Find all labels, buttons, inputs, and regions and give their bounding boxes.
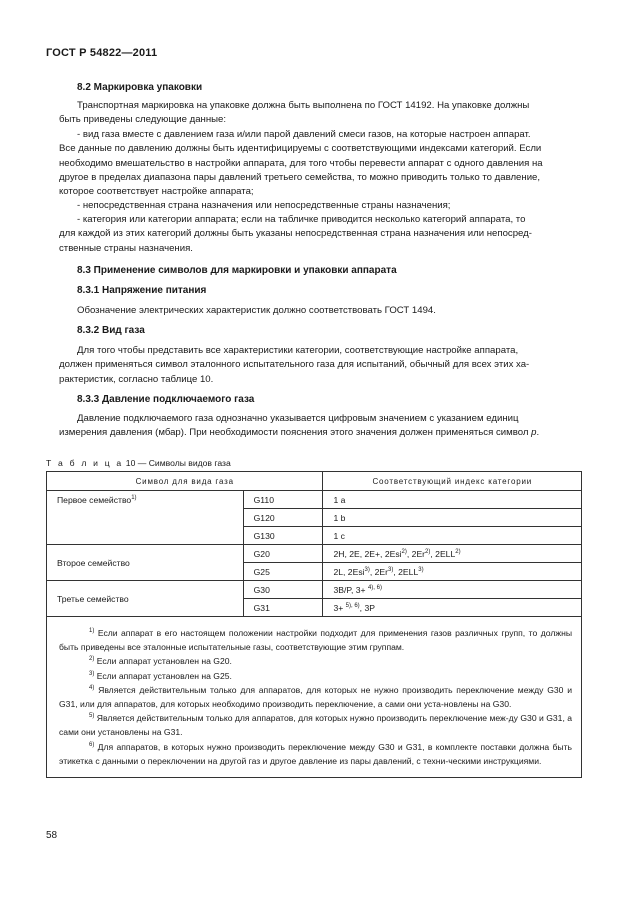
footnote-line: должна быть этикетка с данными о переключении на другой газ и другое давление из пары давлений, с техни- [59,741,573,766]
footnote-mark: 4) [89,684,95,691]
table-row [47,491,582,509]
index-cell [323,581,582,599]
index-text: 2L, 2Esi [333,566,365,577]
footnote-6 [59,740,572,768]
footnote-line: ду G30 и G31, а сами они установлены на G31. [59,713,573,738]
footnote-mark: 3) [89,670,95,677]
table-notes-row [47,617,582,778]
footnote-line: Если аппарат установлен на G25. [96,670,232,681]
footnote-line: Если аппарат установлен на G20. [96,656,232,667]
footnote-ref: 2) [401,548,407,555]
index-text: 3+ [333,602,346,613]
gas-cell: G120 [243,509,323,527]
text-line [59,426,582,440]
text-line: должен применяться символ эталонного испытательного газа для испытаний, обычный для всех этих ха- [59,359,530,371]
gas-cell: G31 [243,599,323,617]
text-line: быть приведены следующие данные: [59,114,227,126]
section-8-2-heading: 8.2 Маркировка упаковки [77,82,203,93]
family-cell-first [47,491,244,545]
text-line: Для того чтобы представить все характеристики категории, соответствующие настройке аппарата, [77,345,519,356]
column-header-gas-symbol: Символ для вида газа [47,472,323,491]
footnote-line: ческими инструкциями. [448,755,542,766]
footnote-ref: 5), 6) [345,602,360,609]
text-line: - непосредственная страна назначения или непосредственные страны назначения; [77,200,451,211]
index-cell: 1 c [323,527,582,545]
footnote-mark: 2) [89,656,95,663]
section-8-3-heading: 8.3 Применение символов для маркировки и упаковки аппарата [77,265,397,276]
index-text: , 2Er [369,566,389,577]
footnote-line: Является действительным только для аппаратов, для которых не нужно производить переключение [98,684,515,695]
table-footnotes [47,617,582,778]
section-8-3-2-text [59,344,582,387]
footnote-ref: 3) [418,566,424,573]
footnote-line: Для аппаратов, в которых нужно производить переключение между G30 и G31, в комплекте поставки [97,741,516,752]
text-line: рактеристик, согласно таблице 10. [59,373,214,385]
section-8-2-item1 [59,128,582,199]
section-8-3-1-text [59,304,582,318]
footnote-1 [59,626,572,654]
footnote-line: групп, то должны быть приведены все эталонные испытательные газы, соответствующие этим группам. [59,628,573,653]
footnote-ref: 4), 6) [367,584,382,591]
footnote-4 [59,683,572,711]
table-header-row [47,472,582,491]
index-text: 3B/P, 3+ [333,584,368,595]
section-8-2-item2 [59,199,582,213]
table-caption-label: Т а б л и ц а [46,458,124,468]
gas-cell: G30 [243,581,323,599]
footnote-line: между G30 и G31, или для аппаратов, для которых необходимо производить переключение, а сами они уста- [59,684,572,710]
standard-header: ГОСТ Р 54822—2011 [46,47,158,59]
footnote-line: Является действительным только для аппаратов, для которых нужно производить переключение меж- [96,713,509,724]
index-cell: 1 a [323,491,582,509]
index-text: 2H, 2E, 2E+, 2Esi [333,548,402,559]
footnote-mark: 1) [89,628,95,635]
footnote-mark: 6) [89,741,95,748]
index-cell: 1 b [323,509,582,527]
text-line: Обозначение электрических характеристик должно соответствовать ГОСТ 1494. [77,305,436,316]
table-caption [46,458,231,468]
footnote-line: новлены на G30. [443,699,512,710]
page-number: 58 [46,830,58,841]
text-line: для каждой из этих категорий должны быть указаны непосредственная страна назначения или непосред- [59,228,532,240]
text-line-main: измерения давления (мбар). При необходимости пояснения этого значения должен применяться символ [59,427,532,439]
text-line: которое соответствует настройке аппарата; [59,186,254,198]
table-caption-title: 10 — Символы видов газа [123,458,231,468]
family-cell-third: Третье семейство [47,581,244,617]
text-line: - вид газа вместе с давлением газа и/или парой давлений смеси газов, на которые настроен аппарат. [77,129,531,140]
footnote-2 [59,654,572,668]
text-line: необходимо вмешательство в настройки аппарата, для того чтобы перевести аппарат с одного давления на [59,157,543,169]
text-line: Все данные по давлению должны быть идентифицируемы с соответствующими индексами категорий. Если [59,143,542,155]
table-row [47,545,582,563]
family-cell-second: Второе семейство [47,545,244,581]
text-line: - категория или категории аппарата; если на табличке приводится несколько категорий аппарата, то [77,214,526,225]
footnote-ref: 3) [388,566,394,573]
index-cell [323,599,582,617]
footnote-mark: 5) [89,713,95,720]
gas-cell: G25 [243,563,323,581]
index-text: , 3P [359,602,375,613]
gas-cell: G20 [243,545,323,563]
footnote-ref: 2) [425,548,431,555]
section-8-3-2-heading: 8.3.2 Вид газа [77,325,145,336]
index-text: , 2ELL [430,548,456,559]
footnote-5 [59,711,572,739]
gas-cell: G130 [243,527,323,545]
table-row [47,581,582,599]
gas-cell: G110 [243,491,323,509]
index-cell [323,545,582,563]
section-8-3-3-text [59,412,582,441]
text-line: Транспортная маркировка на упаковке должна быть выполнена по ГОСТ 14192. На упаковке должны [77,100,530,111]
index-cell [323,563,582,581]
text-line: ственные страны назначения. [59,242,193,254]
section-8-3-3-heading: 8.3.3 Давление подключаемого газа [77,394,255,405]
text-line: другое в пределах диапазона пары давлений третьего семейства, то можно приводить только то давление, [59,171,541,183]
family-label: Первое семейство [57,495,132,505]
footnote-ref: 2) [455,548,461,555]
index-text: , 2Er [406,548,426,559]
section-8-3-1-heading: 8.3.1 Напряжение питания [77,285,207,296]
gas-symbols-table [46,471,582,778]
text-line-end: . [536,427,540,439]
section-8-2-item3 [59,213,582,256]
footnote-ref: 1) [131,495,137,502]
index-text: , 2ELL [393,566,419,577]
pressure-symbol: p [531,427,537,439]
footnote-ref: 3) [364,566,370,573]
text-line: Давление подключаемого газа однозначно указывается цифровым значением с указанием единиц [77,413,519,424]
footnote-3 [59,669,572,683]
section-8-2-para1 [59,99,582,128]
footnote-line: Если аппарат в его настоящем положении настройки подходит для применения газов различных [97,628,498,638]
column-header-category-index: Соответствующий индекс категории [323,472,582,491]
